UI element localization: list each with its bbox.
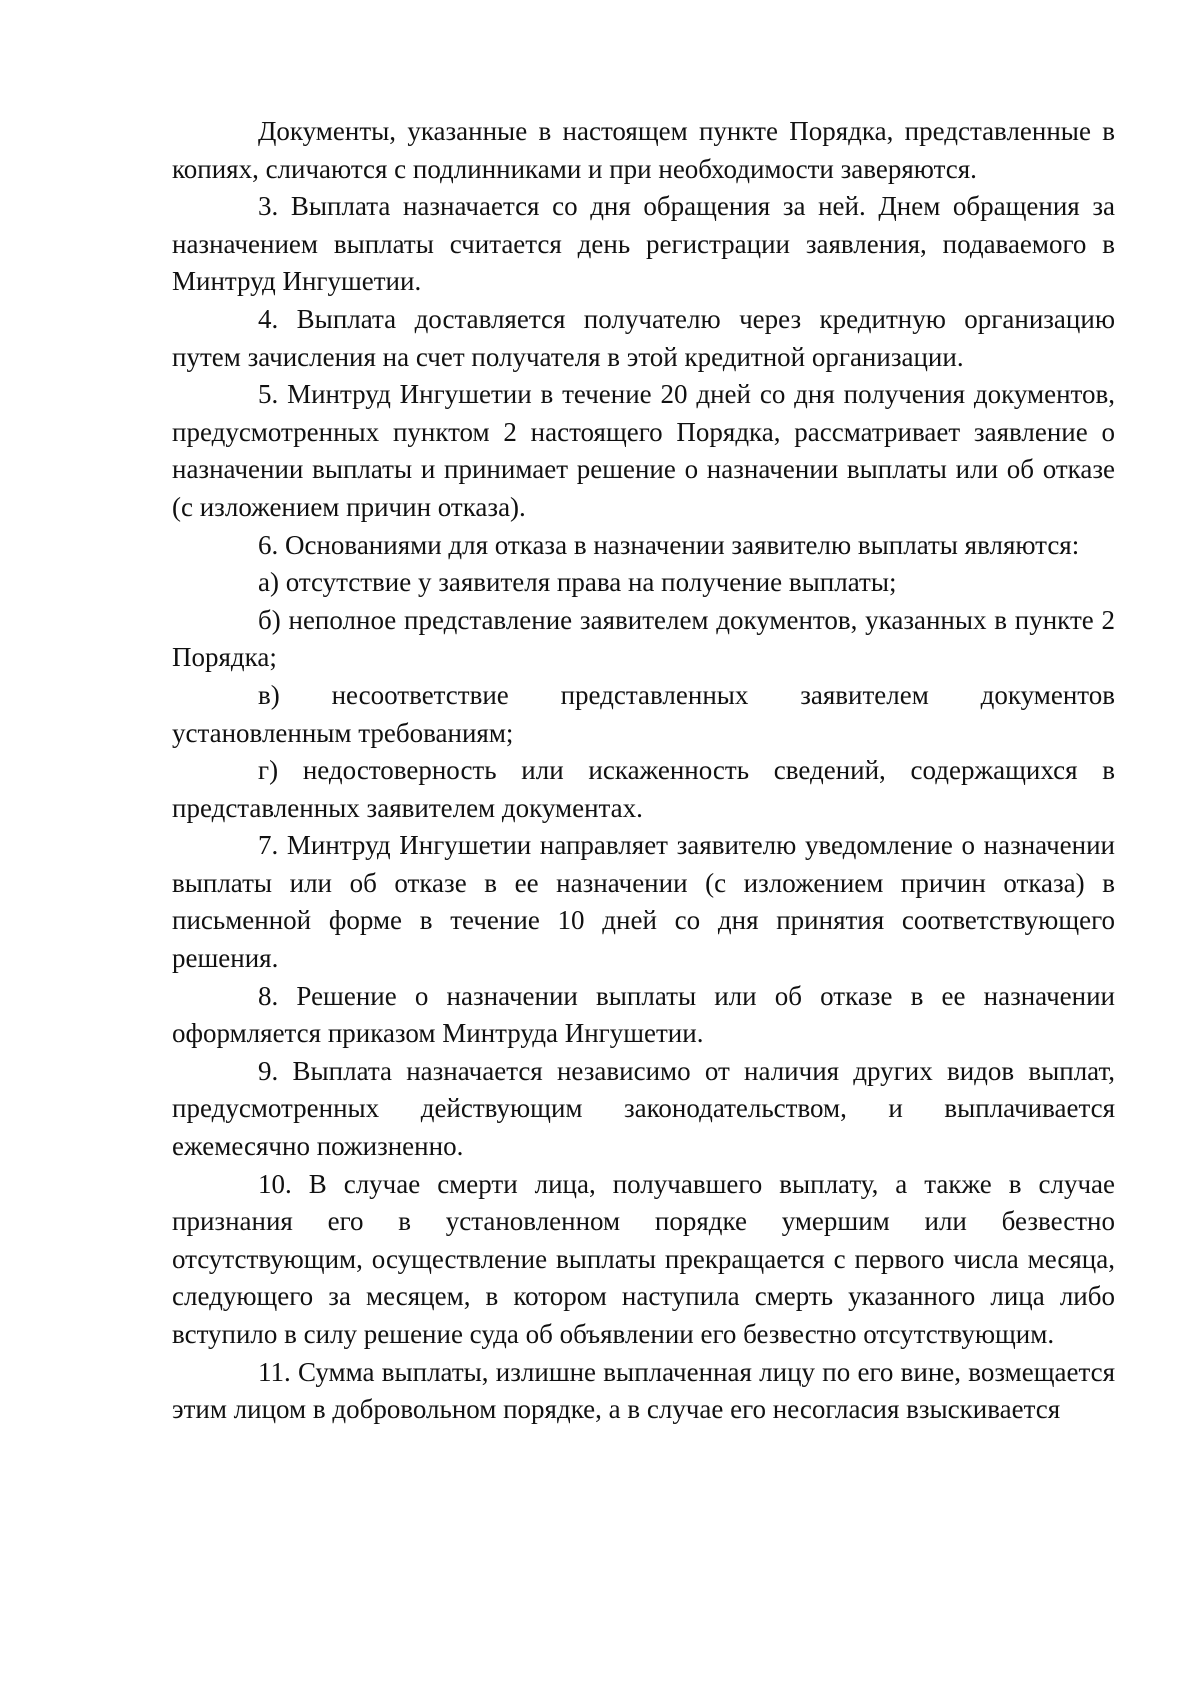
paragraph-item-8: 8. Решение о назначении выплаты или об отказе в ее назначении оформляется приказом Минтруда Ингушетии. bbox=[172, 980, 1115, 1049]
paragraph-item-3: 3. Выплата назначается со дня обращения за ней. Днем обращения за назначением выплаты считается день регистрации заявления, подаваемого в Минтруд Ингушетии. bbox=[172, 191, 1115, 297]
paragraph-item-7: 7. Минтруд Ингушетии направляет заявителю уведомление о назначении выплаты или об отказе в ее назначении (с изложением причин отказа) в письменной форме в течение 10 дней со дня принятия соответствующего решения. bbox=[172, 830, 1115, 974]
paragraph-item-11: 11. Сумма выплаты, излишне выплаченная лицу по его вине, возмещается этим лицом в добровольном порядке, а в случае его несогласия взыскивается bbox=[172, 1356, 1115, 1425]
paragraph-item-9: 9. Выплата назначается независимо от наличия других видов выплат, предусмотренных действующим законодательством, и выплачивается ежемесячно пожизненно. bbox=[172, 1055, 1115, 1162]
paragraph-item-6: 6. Основаниями для отказа в назначении заявителю выплаты являются: bbox=[258, 529, 1080, 560]
paragraph-item-10: 10. В случае смерти лица, получавшего выплату, а также в случае признания его в установленном порядке умершим или безвестно отсутствующим, осуществление выплаты прекращается с первого числа месяца, следующего за месяцем, в котором наступила смерть указанного лица либо вступило в силу решение суда об объявлении его безвестно отсутствующим. bbox=[172, 1168, 1115, 1349]
paragraph-item-5: 5. Минтруд Ингушетии в течение 20 дней со дня получения документов, предусмотренных пунктом 2 настоящего Порядка, рассматривает заявление о назначении выплаты и принимает решение о назначении выплаты или об отказе (с изложением причин отказа). bbox=[172, 379, 1115, 522]
paragraph-item-6b: б) неполное представление заявителем документов, указанных в пункте 2 Порядка; bbox=[172, 604, 1115, 673]
paragraph-item-4: 4. Выплата доставляется получателю через кредитную организацию путем зачисления на счет получателя в этой кредитной организации. bbox=[172, 303, 1115, 372]
paragraph-item-6v: в) несоответствие представленных заявителем документов установленным требованиям; bbox=[172, 679, 1115, 748]
paragraph-item-6a: а) отсутствие у заявителя права на получение выплаты; bbox=[258, 567, 897, 598]
paragraph-documents-verification: Документы, указанные в настоящем пункте Порядка, представленные в копиях, сличаются с подлинниками и при необходимости заверяются. bbox=[172, 116, 1115, 184]
paragraph-item-6g: г) недостоверность или искаженность сведений, содержащихся в представленных заявителем документах. bbox=[172, 755, 1115, 823]
